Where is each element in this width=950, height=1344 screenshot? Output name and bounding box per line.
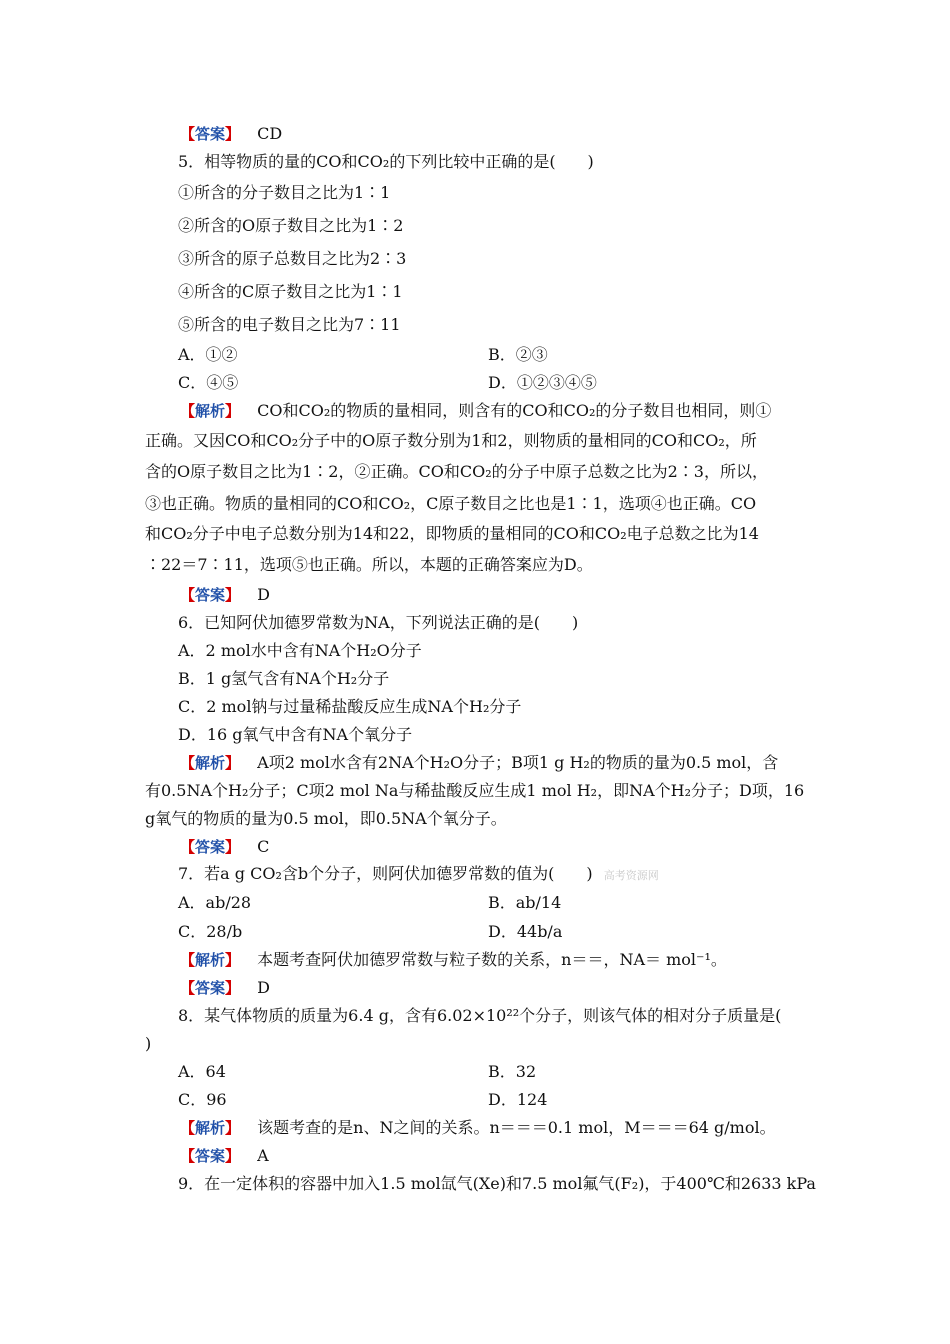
q8-option-d: D．124: [488, 1090, 548, 1109]
analysis-text: A项2 mol水含有2NA个H₂O分子；B项1 g H₂的物质的量为0.5 mol，含: [257, 753, 779, 772]
q6-option-d: D．16 g氧气中含有NA个氧分子: [178, 725, 413, 744]
q7-option-d: D．44b/a: [488, 922, 563, 941]
q5-analysis-line-5: 和CO₂分子中电子总数分别为14和22，即物质的量相同的CO和CO₂电子总数之比为14: [145, 524, 759, 543]
watermark: 高考资源网: [603, 869, 659, 882]
q5-item-1: ①所含的分子数目之比为1∶1: [178, 183, 391, 202]
q5-option-c: C．④⑤: [178, 373, 239, 392]
q6-answer-line: [180, 837, 269, 857]
q6-analysis-line-1: [180, 753, 778, 773]
analysis-tag: 【解析】: [180, 754, 241, 772]
q5-item-3: ③所含的原子总数目之比为2∶3: [178, 249, 407, 268]
q5-answer-line: [180, 585, 270, 605]
q7-answer-line: [180, 978, 270, 998]
answer-value: D: [257, 585, 270, 604]
q8-stem-line-2: ): [145, 1034, 152, 1053]
answer-value: D: [257, 978, 270, 997]
q5-item-5: ⑤所含的电子数目之比为7∶11: [178, 315, 401, 334]
answer-tag: 【答案】: [180, 979, 241, 997]
q5-analysis-line-4: ③也正确。物质的量相同的CO和CO₂，C原子数目之比也是1∶1，选项④也正确。CO: [145, 494, 757, 513]
q5-analysis-line-3: 含的O原子数目之比为1∶2，②正确。CO和CO₂的分子中原子总数之比为2∶3，所以，: [145, 462, 768, 481]
q6-analysis-line-2: 有0.5NA个H₂分子；C项2 mol Na与稀盐酸反应生成1 mol H₂，即NA个H₂分子；D项，16: [145, 781, 805, 800]
analysis-tag: 【解析】: [180, 402, 241, 420]
q7-stem-line: [178, 864, 659, 886]
q9-stem: 9．在一定体积的容器中加入1.5 mol氙气(Xe)和7.5 mol氟气(F₂)，于400℃和2633 kPa: [178, 1174, 816, 1193]
q8-option-c: C．96: [178, 1090, 227, 1109]
q6-option-c: C．2 mol钠与过量稀盐酸反应生成NA个H₂分子: [178, 697, 522, 716]
q8-analysis-line: [180, 1118, 776, 1138]
q8-stem-line-1: 8．某气体物质的质量为6.4 g，含有6.02×10²²个分子，则该气体的相对分子质量是(: [178, 1006, 782, 1025]
q7-option-b: B．ab/14: [488, 893, 562, 912]
q5-analysis-line-6: ∶22＝7∶11，选项⑤也正确。所以，本题的正确答案应为D。: [145, 555, 593, 574]
q7-option-a: A．ab/28: [178, 893, 252, 912]
q7-analysis-line: [180, 950, 727, 970]
answer-tag: 【答案】: [180, 1147, 241, 1165]
q8-option-a: A．64: [178, 1062, 226, 1081]
answer-tag: 【答案】: [180, 125, 241, 143]
q6-stem: 6．已知阿伏加德罗常数为NA，下列说法正确的是( ): [178, 613, 579, 632]
q5-option-b: B．②③: [488, 345, 548, 364]
q7-option-c: C．28/b: [178, 922, 243, 941]
analysis-text: CO和CO₂的物质的量相同，则含有的CO和CO₂的分子数目也相同，则①: [257, 401, 772, 420]
q5-stem: 5．相等物质的量的CO和CO₂的下列比较中正确的是( ): [178, 152, 594, 171]
q5-item-4: ④所含的C原子数目之比为1∶1: [178, 282, 403, 301]
analysis-tag: 【解析】: [180, 951, 241, 969]
analysis-tag: 【解析】: [180, 1119, 241, 1137]
q8-answer-line: [180, 1146, 269, 1166]
q7-stem: 7．若a g CO₂含b个分子，则阿伏加德罗常数的值为( ): [178, 864, 593, 883]
q8-option-b: B．32: [488, 1062, 537, 1081]
answer-tag: 【答案】: [180, 586, 241, 604]
q4-answer-line: [180, 124, 282, 144]
q5-analysis-line-2: 正确。又因CO和CO₂分子中的O原子数分别为1和2，则物质的量相同的CO和CO₂，所: [145, 431, 757, 450]
q5-analysis-line-1: [180, 401, 771, 421]
q5-item-2: ②所含的O原子数目之比为1∶2: [178, 216, 404, 235]
answer-value: C: [257, 837, 270, 856]
answer-value: CD: [257, 124, 283, 143]
answer-tag: 【答案】: [180, 838, 241, 856]
q6-option-a: A．2 mol水中含有NA个H₂O分子: [178, 641, 422, 660]
q5-option-d: D．①②③④⑤: [488, 373, 597, 392]
q5-option-a: A．①②: [178, 345, 238, 364]
analysis-text: 本题考查阿伏加德罗常数与粒子数的关系，n＝＝，NA＝ mol⁻¹。: [257, 950, 727, 969]
analysis-text: 该题考查的是n、N之间的关系。n＝＝＝0.1 mol，M＝＝＝64 g/mol。: [257, 1118, 776, 1137]
q6-analysis-line-3: g氧气的物质的量为0.5 mol，即0.5NA个氧分子。: [145, 809, 507, 828]
q6-option-b: B．1 g氢气含有NA个H₂分子: [178, 669, 390, 688]
answer-value: A: [257, 1146, 269, 1165]
